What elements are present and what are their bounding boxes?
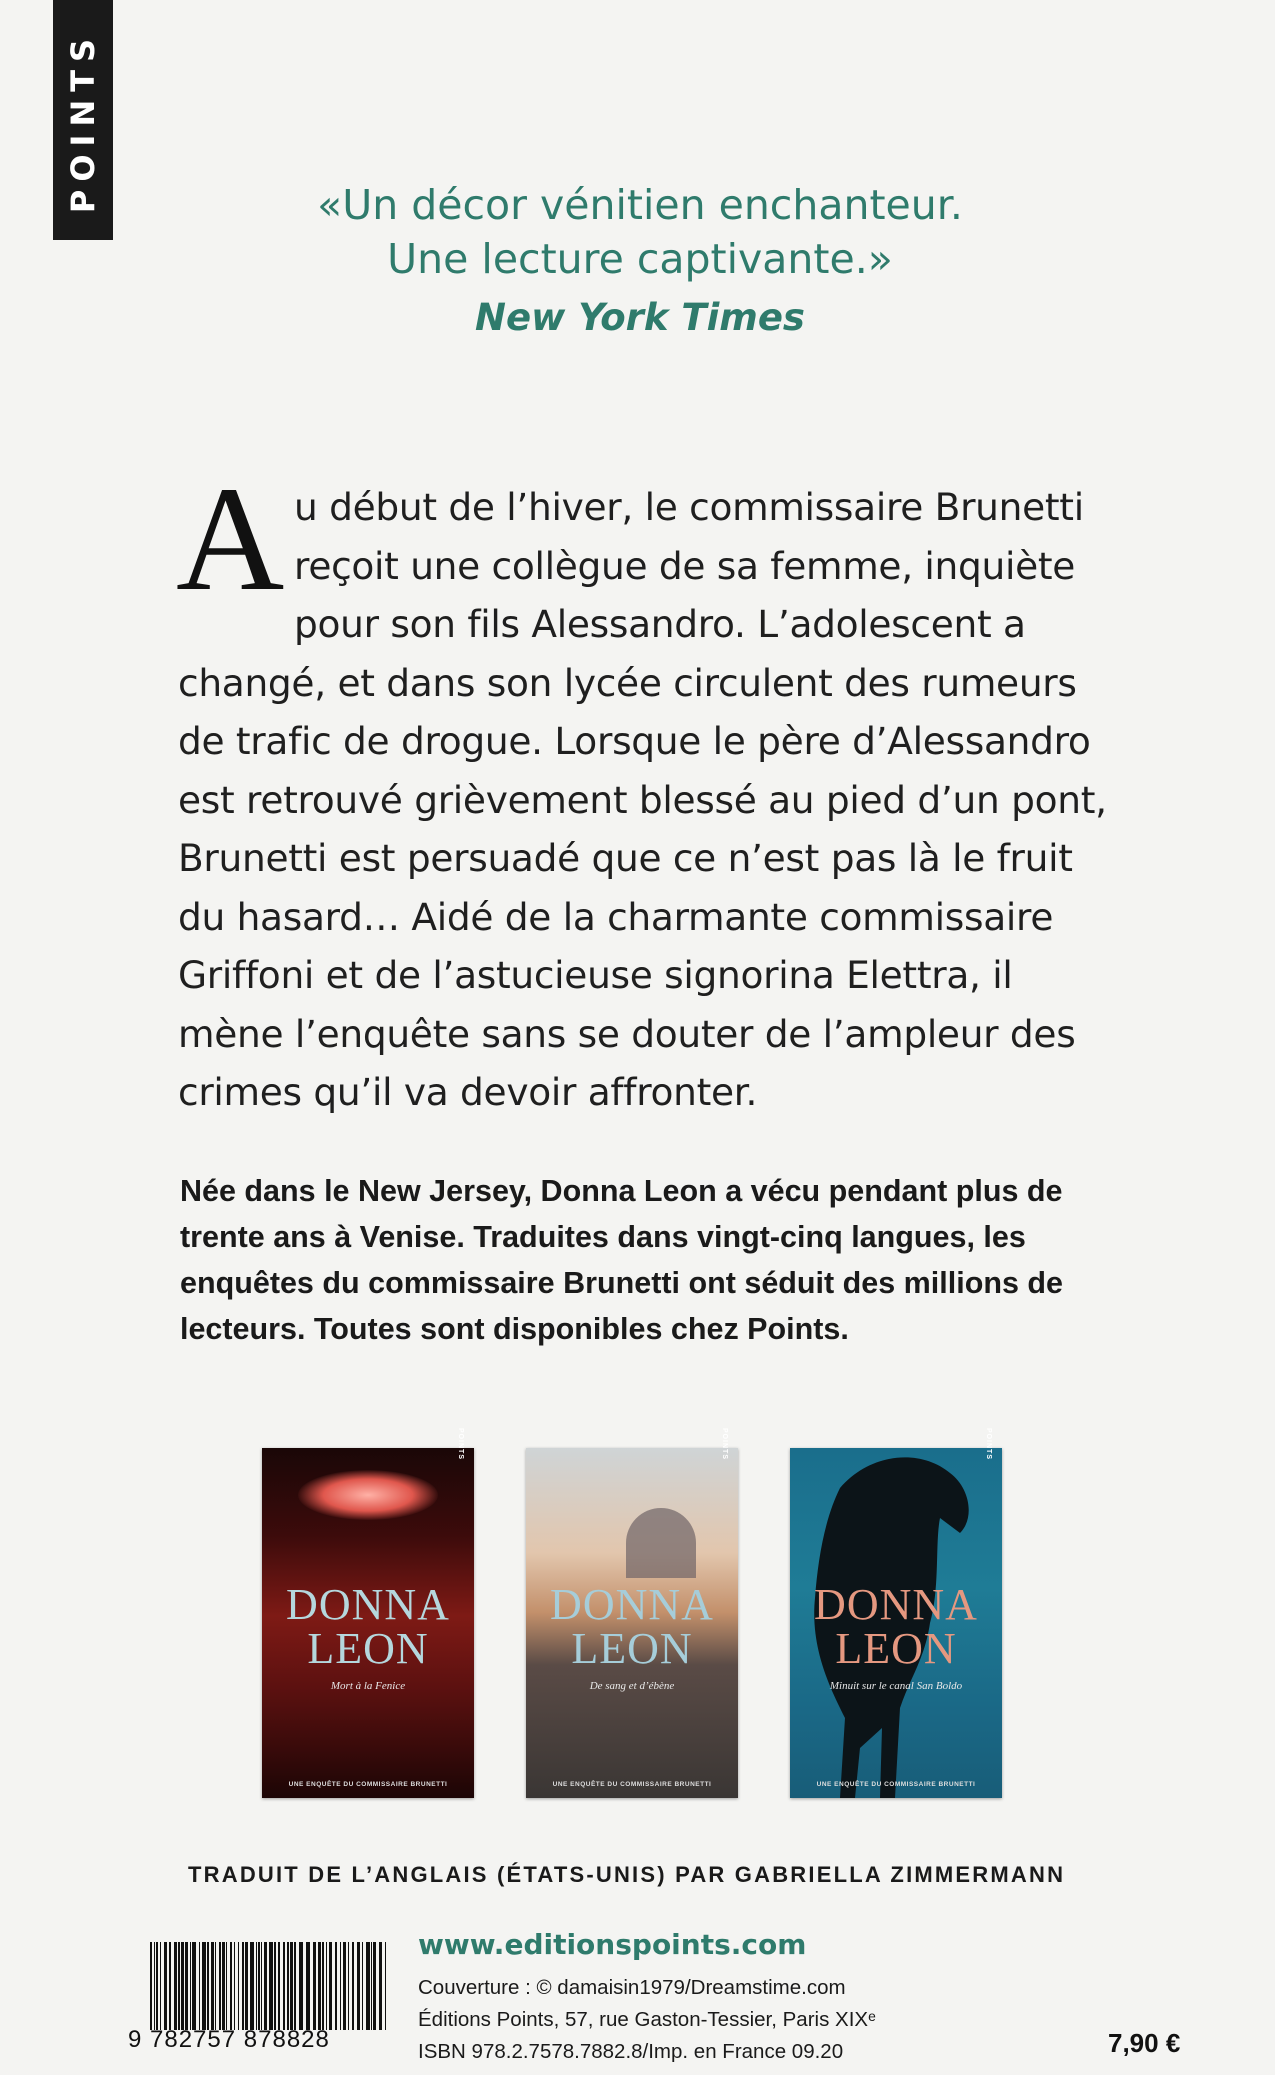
barcode-bar <box>178 1942 180 2030</box>
barcode-bar <box>181 1942 184 2030</box>
points-logo-text: POINTS <box>64 30 102 214</box>
chandelier-image <box>298 1470 438 1520</box>
quote-line-1: «Un décor vénitien enchanteur. <box>317 181 963 229</box>
barcode-bar <box>160 1942 161 2030</box>
barcode-bar <box>261 1942 262 2030</box>
barcode-bar <box>199 1942 200 2030</box>
barcode-bar <box>294 1942 296 2030</box>
barcode-bar <box>264 1942 267 2030</box>
barcode-digits: 9 782757 878828 <box>128 2026 330 2053</box>
barcode-bars <box>128 1942 393 2030</box>
cover-series: UNE ENQUÊTE DU COMMISSAIRE BRUNETTI <box>288 1781 448 1788</box>
barcode-bar <box>230 1942 232 2030</box>
barcode-bar <box>222 1942 225 2030</box>
translator-credit: TRADUIT DE L’ANGLAIS (ÉTATS-UNIS) PAR GABRIELLA ZIMMERMANN <box>188 1862 1066 1887</box>
cover-author: DONNA LEON <box>550 1580 714 1673</box>
cover-series: UNE ENQUÊTE DU COMMISSAIRE BRUNETTI <box>816 1781 976 1788</box>
barcode-bar <box>156 1942 158 2030</box>
barcode-bar <box>335 1942 337 2030</box>
publisher-info <box>418 1972 938 2068</box>
barcode-bar <box>256 1942 257 2030</box>
barcode-bar <box>238 1942 239 2030</box>
barcode-bar <box>150 1942 152 2030</box>
barcode-bar <box>283 1942 285 2030</box>
barcode-bar <box>287 1942 289 2030</box>
barcode-bar <box>190 1942 191 2030</box>
press-quote <box>180 178 1100 339</box>
barcode-bar <box>373 1942 376 2030</box>
publisher-address: Éditions Points, 57, rue Gaston-Tessier, Paris XIXᵉ <box>418 2008 876 2031</box>
barcode-bar <box>245 1942 248 2030</box>
related-books <box>0 1427 1275 1803</box>
barcode-bar <box>219 1942 221 2030</box>
barcode-bar <box>362 1942 363 2030</box>
barcode-bar <box>226 1942 227 2030</box>
barcode-bar <box>352 1942 354 2030</box>
barcode-bar <box>154 1942 155 2030</box>
barcode-bar <box>379 1942 382 2030</box>
barcode-bar <box>326 1942 327 2030</box>
barcode-bar <box>299 1942 303 2030</box>
book-cover-1 <box>262 1427 474 1798</box>
barcode-bar <box>313 1942 316 2030</box>
barcode-bar <box>202 1942 206 2030</box>
barcode-bar <box>329 1942 332 2030</box>
book-cover-3 <box>790 1427 1002 1798</box>
barcode-bar <box>343 1942 346 2030</box>
synopsis <box>176 456 1108 1122</box>
barcode-bar <box>215 1942 216 2030</box>
barcode-bar <box>366 1942 370 2030</box>
quote-line-2: Une lecture captivante.» <box>387 235 893 283</box>
cover-series: UNE ENQUÊTE DU COMMISSAIRE BRUNETTI <box>552 1781 712 1788</box>
barcode-bar <box>290 1942 293 2030</box>
barcode-bar <box>169 1942 171 2030</box>
cover-title: De sang et d’ébène <box>589 1680 675 1692</box>
barcode-bar <box>242 1942 244 2030</box>
barcode-bar <box>185 1942 188 2030</box>
barcode-bar <box>340 1942 341 2030</box>
barcode-bar <box>250 1942 254 2030</box>
barcode <box>128 1942 393 2074</box>
cover-author: DONNA LEON <box>814 1580 978 1673</box>
barcode-bar <box>348 1942 349 2030</box>
publisher-website[interactable]: www.editionspoints.com <box>418 1928 807 1961</box>
cover-logo: POINTS <box>721 1427 728 1460</box>
barcode-bar <box>211 1942 214 2030</box>
cover-author: DONNA LEON <box>286 1580 450 1673</box>
drop-cap: A <box>176 456 285 622</box>
price: 7,90 € <box>1108 2028 1181 2058</box>
synopsis-text: u début de l’hiver, le commissaire Brunetti reçoit une collègue de sa femme, inquiète pour son fils Alessandro. L’adolescent a changé, et dans son lycée circulent des rumeurs de trafic de drogue. Lorsque le père d’Alessandro est retrouvé grièvement blessé au pied d’un pont, Brunetti est persuadé que ce n’est pas là le fruit du hasard… Aidé de la charmante commissaire Griffoni et de l’astucieuse signorina Elettra, il mène l’enquête sans se douter de l’ampleur des crimes qu’il va devoir affronter. <box>178 485 1107 1114</box>
barcode-bar <box>274 1942 276 2030</box>
barcode-bar <box>322 1942 324 2030</box>
church-dome-image <box>626 1508 696 1578</box>
barcode-bar <box>385 1942 386 2030</box>
cover-title: Minuit sur le canal San Boldo <box>829 1680 963 1692</box>
barcode-bar <box>192 1942 196 2030</box>
barcode-bar <box>258 1942 260 2030</box>
barcode-bar <box>306 1942 310 2030</box>
barcode-bar <box>318 1942 321 2030</box>
barcode-bar <box>234 1942 235 2030</box>
barcode-bar <box>357 1942 360 2030</box>
barcode-bar <box>164 1942 167 2030</box>
barcode-bar <box>269 1942 273 2030</box>
book-cover-2 <box>526 1427 738 1798</box>
isbn-line: ISBN 978.2.7578.7882.8/Imp. en France 09.20 <box>418 2040 844 2063</box>
author-bio: Née dans le New Jersey, Donna Leon a vécu pendant plus de trente ans à Venise. Traduites dans vingt-cinq langues, les enquêtes du commissaire Brunetti ont séduit des millions de lecteurs. Toutes sont disponibles chez Points. <box>180 1174 1063 1346</box>
quote-source: New York Times <box>475 296 805 339</box>
cover-credit: Couverture : © damaisin1979/Dreamstime.com <box>418 1976 846 1999</box>
cover-logo: POINTS <box>985 1427 992 1460</box>
barcode-bar <box>371 1942 372 2030</box>
barcode-bar <box>278 1942 280 2030</box>
barcode-bar <box>207 1942 209 2030</box>
cover-title: Mort à la Fenice <box>330 1680 406 1692</box>
cover-logo: POINTS <box>457 1427 464 1460</box>
barcode-bar <box>174 1942 177 2030</box>
